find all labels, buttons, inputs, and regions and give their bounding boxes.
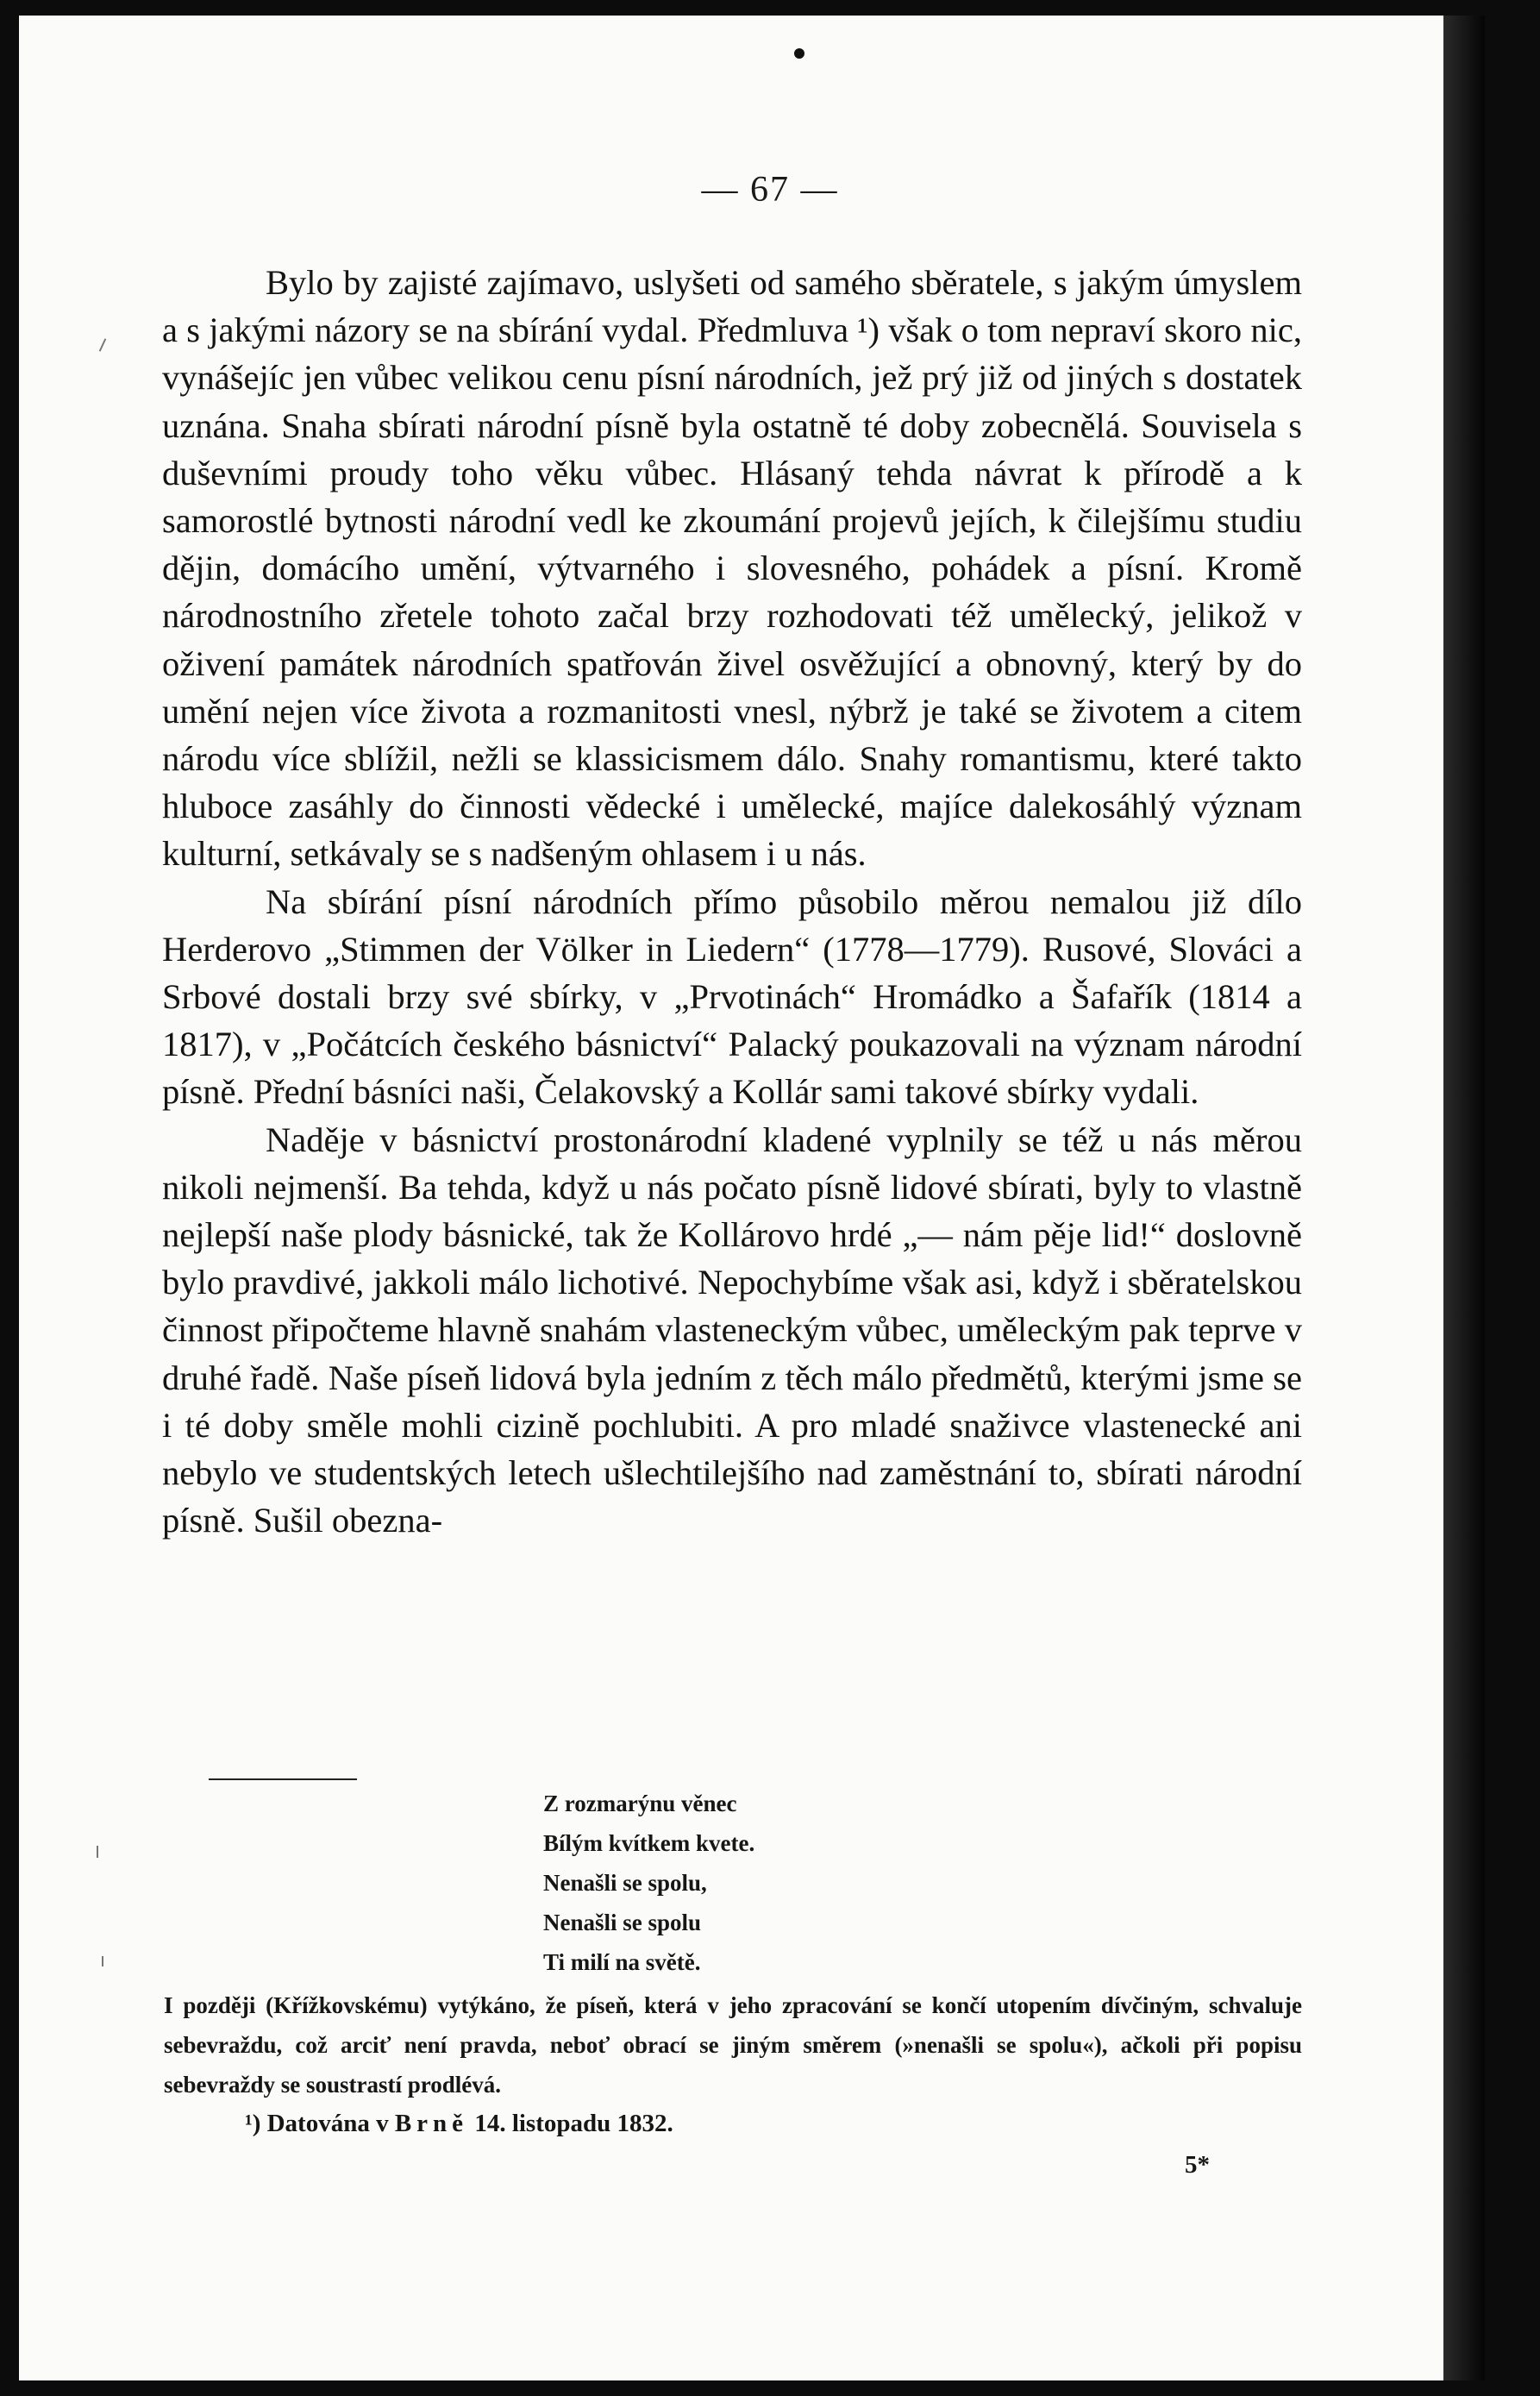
verse-line: Nenašli se spolu,: [543, 1870, 707, 1896]
paragraph: Bylo by zajisté zajímavo, uslyšeti od samého sběratele, s jakým úmyslem a s jakými názory se na sbírání vydal. Předmluva ¹) však o tom nepraví skoro nic, vynášejíc jen vůbec velikou cenu písní národních, jež prý již od jiných s dostatek uznána. Snaha sbírati národní písně byla ostatně té doby zobecnělá. Souvisela s duševními proudy toho věku vůbec. Hlásaný tehda návrat k přírodě a k samorostlé bytnosti národní vedl ke zkoumání projevů jejích, k čilejšímu studiu dějin, domácího umění, výtvarného i slovesného, pohádek a písní. Kromě národnostního zřetele tohoto začal brzy rozhodovati též umělecký, jelikož v oživení památek národních spatřován živel osvěžující a obnovný, který by do umění nejen více života a rozmanitosti vnesl, nýbrž je také se životem a citem národu více sblížil, nežli se klassicismem dálo. Snahy romantismu, které takto hluboce zasáhly do činnosti vědecké i umělecké, majíce dalekosáhlý význam kulturní, setkávaly se s nadšeným ohlasem i u nás.: [162, 263, 1302, 874]
signature-mark: 5*: [1185, 2151, 1210, 2179]
page-number: — 67 —: [701, 170, 839, 210]
verse-line: Bílým kvítkem kvete.: [543, 1830, 755, 1856]
verse-line: Nenašli se spolu: [543, 1910, 702, 1935]
verse-note: I později (Křížkovskému) vytýkáno, že píseň, která v jeho zpracování se končí utopením dívčiným, schvaluje sebevraždu, což arciť není pravda, neboť obrací se jiným směrem (»nenašli se spolu«), ačkoli při popisu sebevraždy se soustrastí prodlévá.: [164, 1992, 1302, 2098]
verse-quote: [543, 1784, 754, 1982]
book-spine-shadow: [1443, 16, 1485, 2380]
footnote-marker: ¹): [245, 2110, 261, 2137]
paragraph: Na sbírání písní národních přímo působilo měrou nemalou již dílo Herderovo „Stimmen der Völker in Liedern“ (1778—1779). Rusové, Slováci a Srbové dostali brzy své sbírky, v „Prvotinách“ Hromádko a Šafařík (1814 a 1817), v „Počátcích českého básnictví“ Palacký poukazovali na význam národní písně. Přední básníci naši, Čelakovský a Kollár sami takové sbírky vydali.: [162, 881, 1302, 1112]
footnote: [245, 2106, 673, 2141]
scan-mark: [102, 1956, 103, 1966]
main-text: [162, 259, 1302, 1544]
footnote-place: Brně: [394, 2110, 469, 2137]
scan-speck: [794, 48, 804, 59]
verse-line: Ti milí na světě.: [543, 1949, 701, 1975]
verse-line: Z rozmarýnu věnec: [543, 1791, 737, 1816]
footnote-text: Datována v: [266, 2110, 389, 2137]
footnote-date: 14. listopadu 1832.: [474, 2110, 673, 2137]
footnote-separator: [209, 1778, 357, 1780]
scan-mark: [97, 1846, 98, 1858]
paragraph: Naděje v básnictví prostonárodní kladené vyplnily se též u nás měrou nikoli nejmenší. Ba tehda, když u nás počato písně lidové sbírati, byly to vlastně nejlepší naše plody básnické, tak že Kollárovo hrdé „— nám pěje lid!“ doslovně bylo pravdivé, jakkoli málo lichotivé. Nepochybíme však asi, když i sběratelskou činnost připočteme hlavně snahám vlasteneckým vůbec, uměleckým pak teprve v druhé řadě. Naše píseň lidová byla jedním z těch málo předmětů, kterými jsme se i té doby směle mohli cizině pochlubiti. A pro mladé snaživce vlastenecké ani nebylo ve studentských letech ušlechtilejšího nad zaměstnání to, sbírati národní písně. Sušil obezna-: [162, 1120, 1302, 1540]
